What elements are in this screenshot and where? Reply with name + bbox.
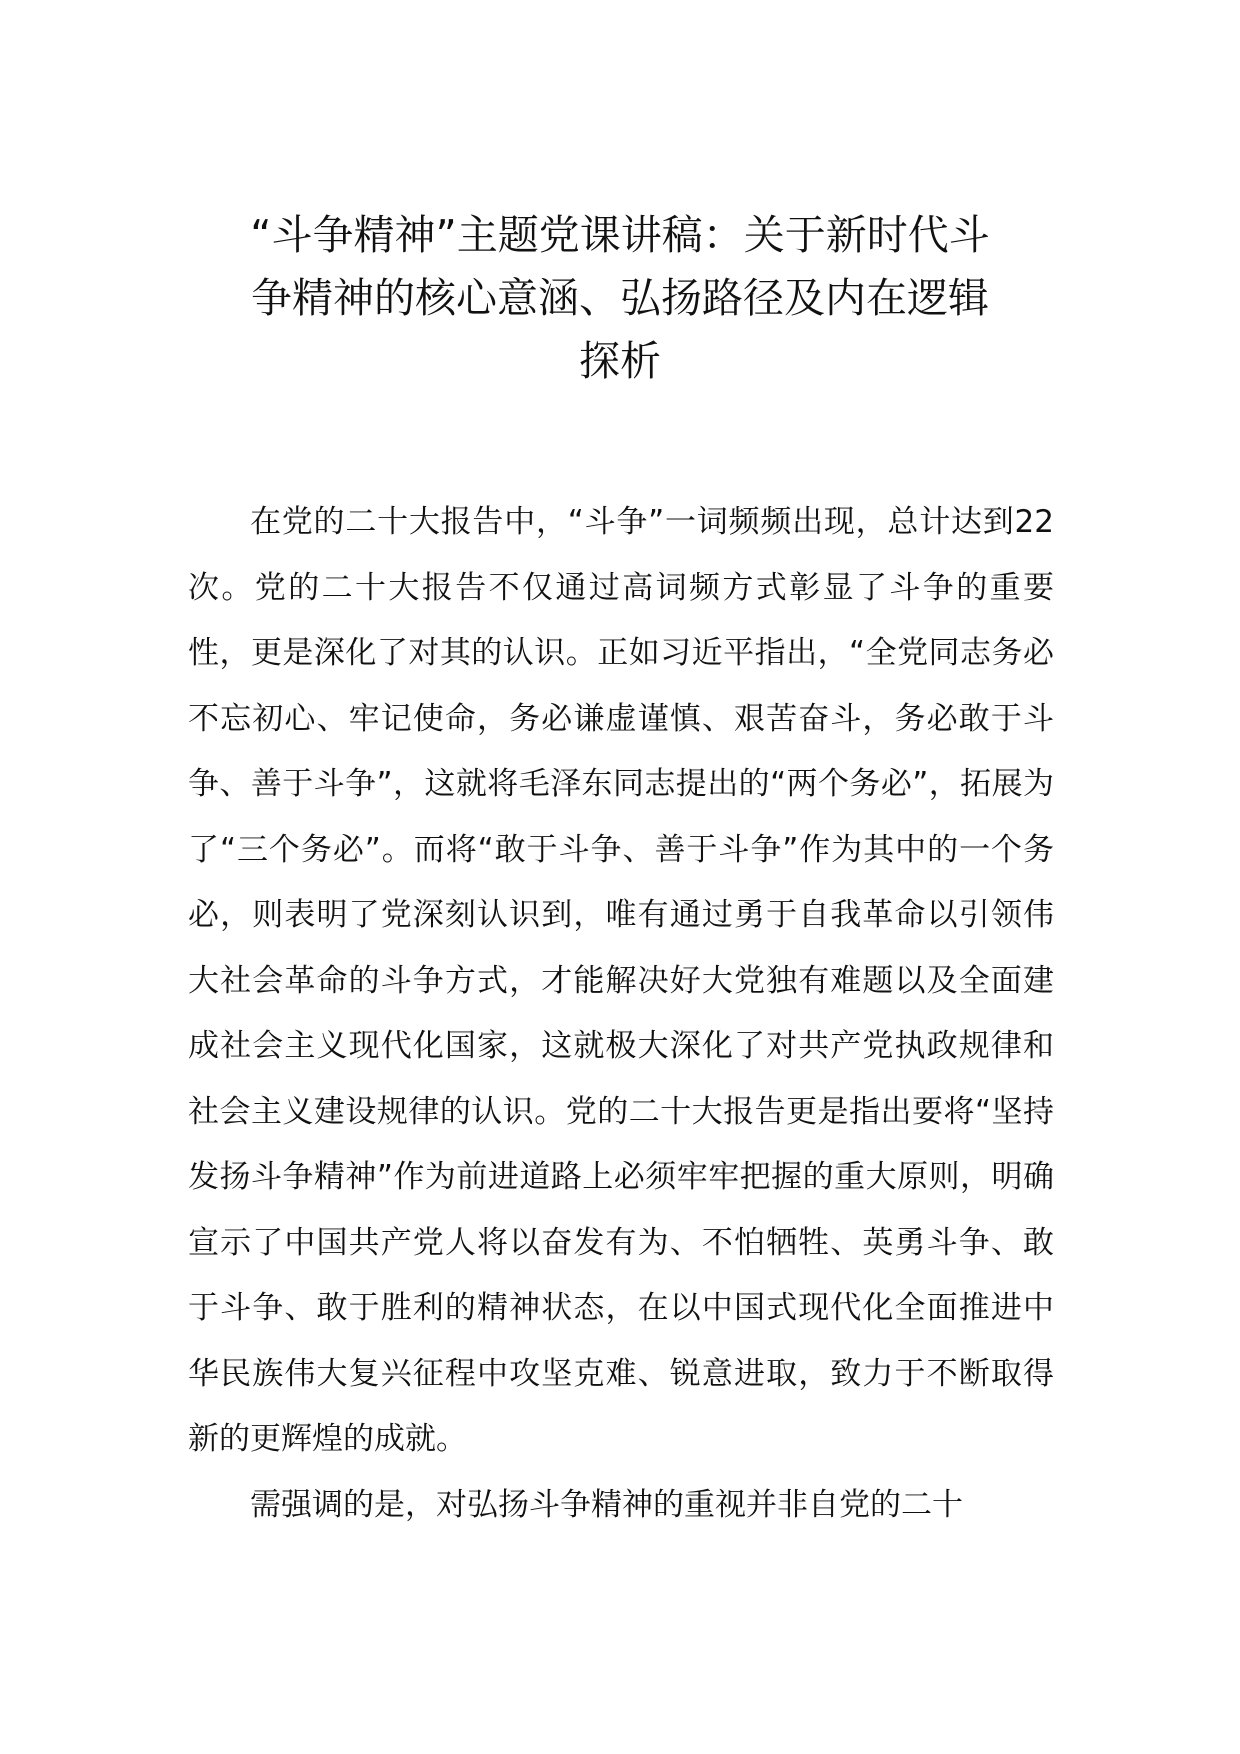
title-line: “斗争精神”主题党课讲稿：关于新时代斗 (250, 211, 990, 259)
title-line: 争精神的核心意涵、弘扬路径及内在逻辑 (251, 274, 989, 322)
title-line: 探析 (579, 337, 661, 385)
body-paragraph: 需强调的是，对弘扬斗争精神的重视并非自党的二十 (250, 1486, 963, 1523)
body-paragraph: 在党的二十大报告中，“斗争”一词频频出现，总计达到22次。党的二十大报告不仅通过高词频方式彰显了斗争的重要性，更是深化了对其的认识。正如习近平指出，“全党同志务必不忘初心、牢记使命，务必谦虚谨慎、艰苦奋斗，务必敢于斗争、善于斗争”，这就将毛泽东同志提出的“两个务必”，拓展为了“三个务必”。而将“敢于斗争、善于斗争”作为其中的一个务必，则表明了党深刻认识到，唯有通过勇于自我革命以引领伟大社会革命的斗争方式，才能解决好大党独有难题以及全面建成社会主义现代化国家，这就极大深化了对共产党执政规律和社会主义建设规律的认识。党的二十大报告更是指出要将“坚持发扬斗争精神”作为前进道路上必须牢牢把握的重大原则，明确宣示了中国共产党人将以奋发有为、不怕牺牲、英勇斗争、敢于斗争、敢于胜利的精神状态，在以中国式现代化全面推进中华民族伟大复兴征程中攻坚克难、锐意进取，致力于不断取得新的更辉煌的成就。 (188, 504, 1054, 1457)
document-title (170, 204, 1070, 393)
document-body (188, 490, 1054, 1538)
